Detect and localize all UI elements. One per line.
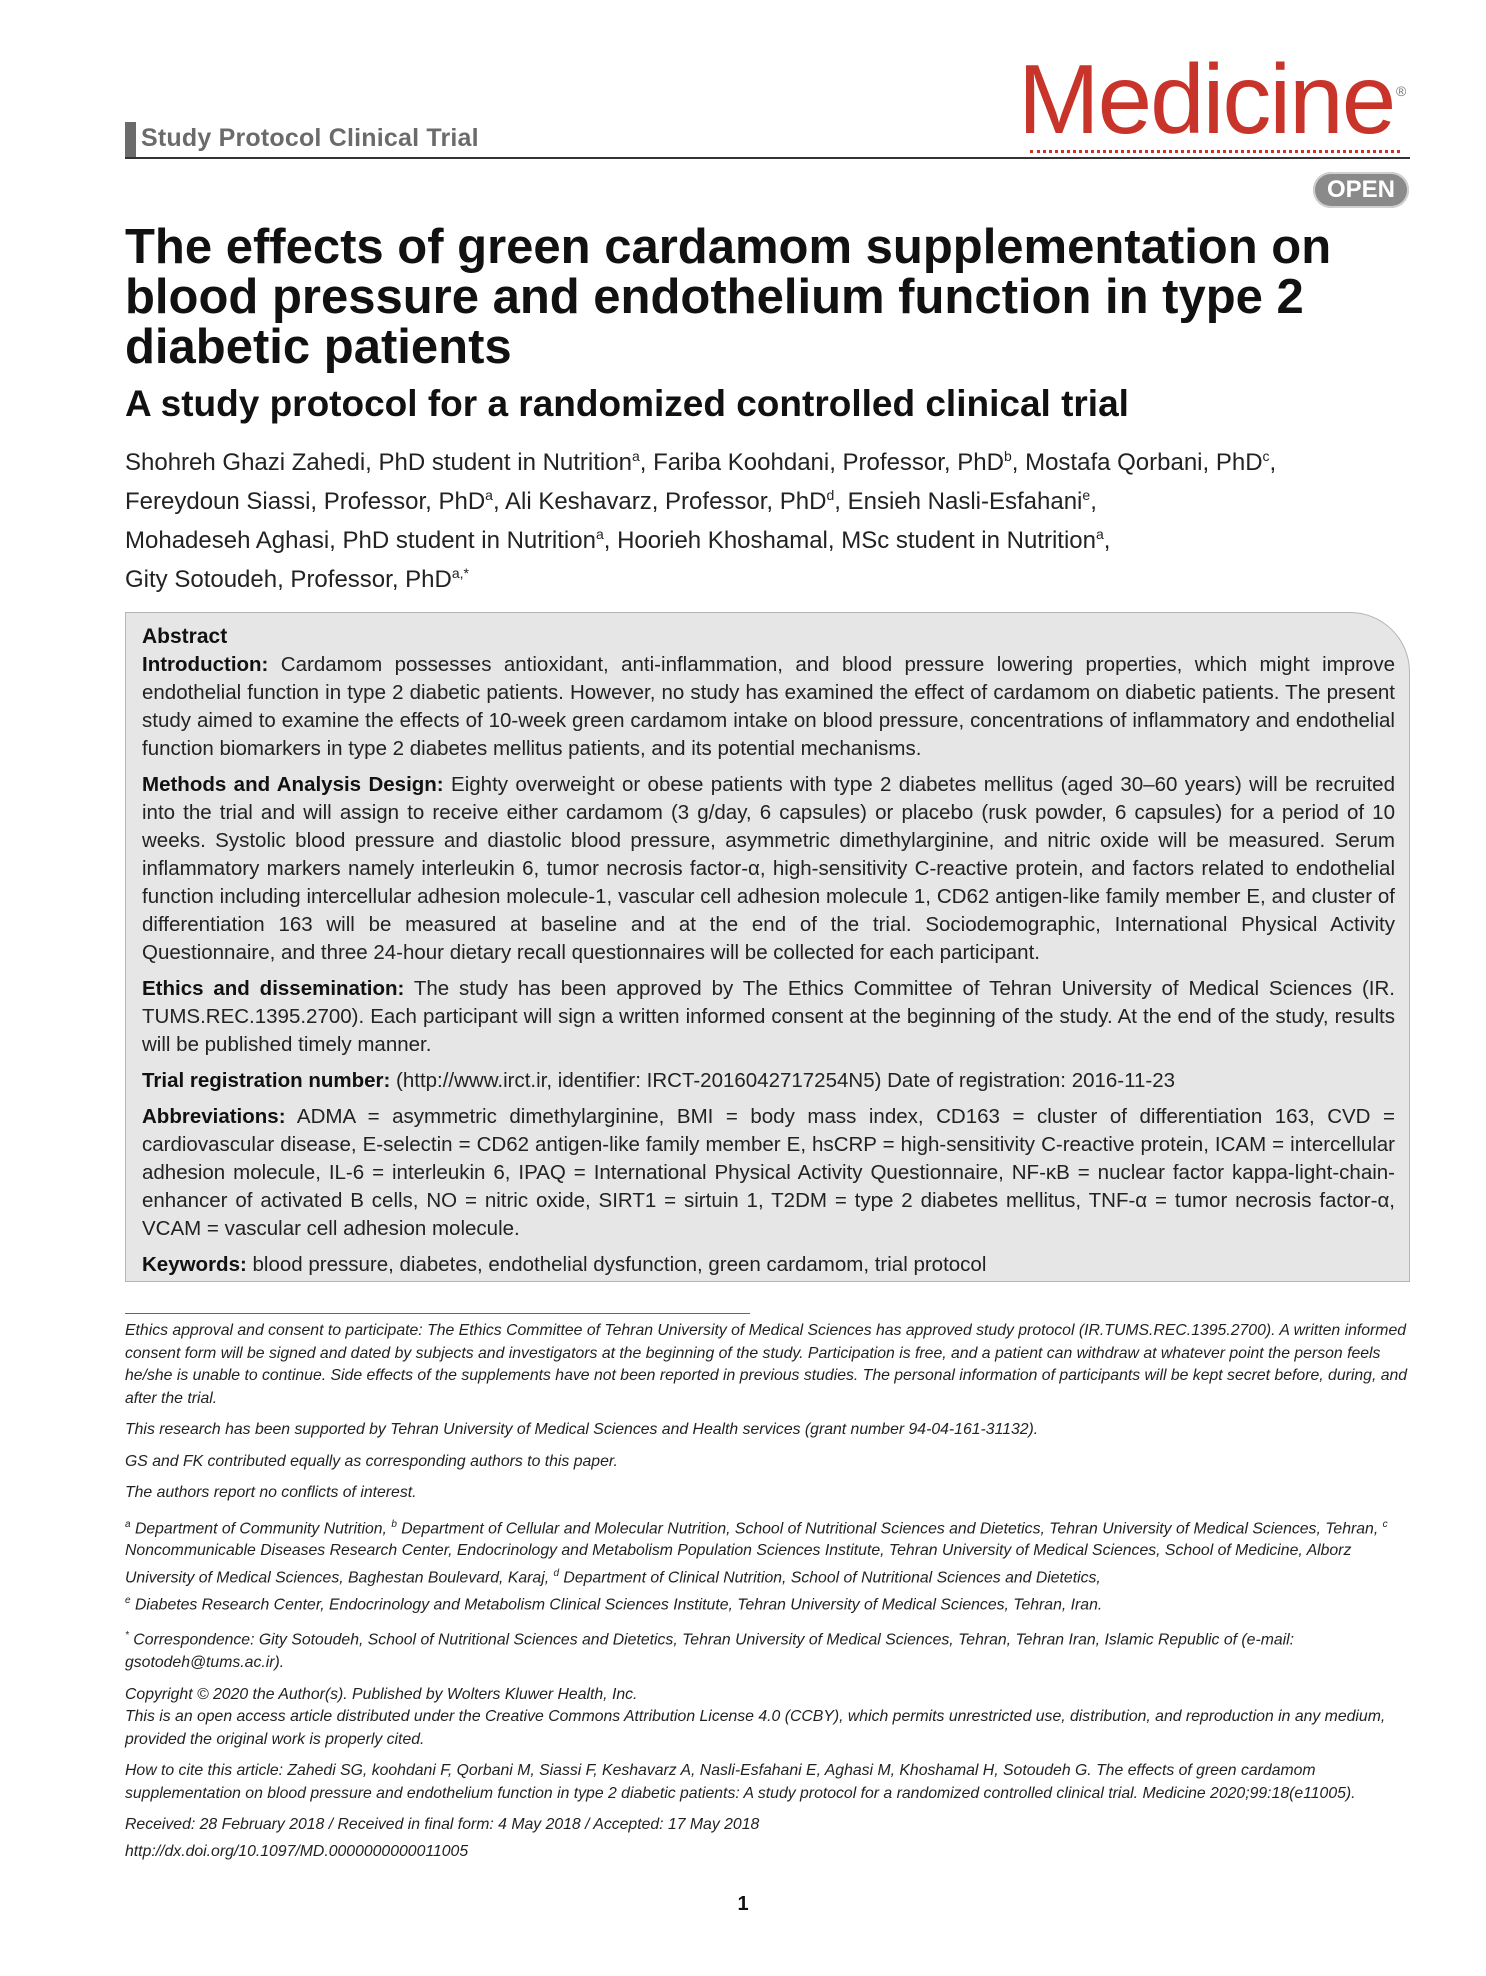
footnote-funding: This research has been supported by Tehran University of Medical Sciences and Health services (grant number 94-04-161-31132).: [125, 1421, 1039, 1438]
author: Fariba Koohdani, Professor, PhD$^b$,: [653, 448, 1026, 476]
section-marker-bar: [125, 122, 136, 158]
abstract-methods: Methods and Analysis Design: Eighty overweight or obese patients with type 2 diabetes mellitus (aged 30–60 years) will be recruited into the trial and will assign to receive either cardamom (3 g/day, 6 capsules) or placebo (rusk powder, 6 capsules) for a period of 10 weeks. Systolic blood pressure and diastolic blood pressure, asymmetric dimethylarginine, and nitric oxide will be measured. Serum inflammatory markers namely interleukin 6, tumor necrosis factor-α, high-sensitivity C-reactive protein, and factors related to endothelial function including intercellular adhesion molecule-1, vascular cell adhesion molecule 1, CD62 antigen-like family member E, and cluster of differentiation 163 will be measured at baseline and at the end of the trial. Sociodemographic, International Physical Activity Questionnaire, and three 24-hour dietary recall questionnaires will be collected for each participant.: [142, 773, 1395, 964]
abstract-trial-registration: Trial registration number: (http://www.irct.ir, identifier: IRCT-2016042717254N5) Date of registration: 2016-11-23: [142, 1069, 1176, 1092]
author: Mohadeseh Aghasi, PhD student in Nutrition$^a$,: [125, 526, 618, 554]
abstract-ethics: Ethics and dissemination: The study has been approved by The Ethics Committee of Tehran University of Medical Sciences (IR. TUMS.REC.1395.2700). Each participant will sign a written informed consent at the beginning of the study. At the end of the study, results will be published timely manner.: [142, 977, 1395, 1056]
author: Shohreh Ghazi Zahedi, PhD student in Nutrition$^a$,: [125, 448, 654, 476]
article-subtitle: A study protocol for a randomized controlled clinical trial: [125, 383, 1129, 424]
author-list: [125, 440, 1415, 596]
open-access-badge: OPEN: [1313, 172, 1409, 208]
author: Hoorieh Khoshamal, MSc student in Nutrition$^a$,: [617, 526, 1111, 554]
article-title: The effects of green cardamom supplementation on blood pressure and endothelium function in type 2 diabetic patients: [125, 220, 1332, 374]
abstract-heading: Abstract: [142, 625, 228, 648]
logo-dotted-underline: [1030, 150, 1400, 153]
abstract-abbreviations: Abbreviations: ADMA = asymmetric dimethylarginine, BMI = body mass index, CD163 = cluster of differentiation 163, CVD = cardiovascular disease, E-selectin = CD62 antigen-like family member E, hsCRP = high-sensitivity C-reactive protein, ICAM = intercellular adhesion molecule, IL-6 = interleukin 6, IPAQ = International Physical Activity Questionnaire, NF-κB = nuclear factor kappa-light-chain-enhancer of activated B cells, NO = nitric oxide, SIRT1 = sirtuin 1, T2DM = type 2 diabetes mellitus, TNF-α = tumor necrosis factor-α, VCAM = vascular cell adhesion molecule.: [142, 1105, 1395, 1240]
abstract-box: [125, 612, 1410, 1282]
author: Mostafa Qorbani, PhD$^c$,: [1025, 448, 1277, 476]
footnote-dates: Received: 28 February 2018 / Received in final form: 4 May 2018 / Accepted: 17 May 2018: [125, 1816, 760, 1834]
header-divider: [125, 157, 1410, 159]
author: Fereydoun Siassi, Professor, PhD$^a$,: [125, 487, 505, 515]
footnote-conflicts: The authors report no conflicts of interest.: [125, 1484, 417, 1501]
abstract-introduction: Introduction: Cardamom possesses antioxidant, anti-inflammation, and blood pressure lowering properties, which might improve endothelial function in type 2 diabetic patients. However, no study has examined the effect of cardamom on diabetic patients. The present study aimed to examine the effects of 10-week green cardamom intake on blood pressure, concentrations of inflammatory and endothelial function biomarkers in type 2 diabetes mellitus patients, and its potential mechanisms.: [142, 653, 1395, 760]
footnote-citation: How to cite this article: Zahedi SG, koohdani F, Qorbani M, Siassi F, Keshavarz A, Nasli-Esfahani E, Aghasi M, Khoshamal H, Sotoudeh G. The effects of green cardamom supplementation on blood pressure and endothelium function in type 2 diabetic patients: A study protocol for a randomized controlled clinical trial. Medicine 2020;99:18(e11005).: [125, 1762, 1356, 1802]
footnote-affiliations: $^a$ Department of Community Nutrition, $^b$ Department of Cellular and Molecular Nutrition, School of Nutritional Sciences and Dietetics, Tehran University of Medical Sciences, Tehran, $^c$ Noncommunicable Diseases Research Center, Endocrinology and Metabolism Population Sciences Institute, Tehran University of Medical Sciences, School of Medicine, Alborz University of Medical Sciences, Baghestan Boulevard, Karaj, $^d$ Department of Clinical Nutrition, School of Nutritional Sciences and Dietetics, $^e$ Diabetes Research Center, Endocrinology and Metabolism Clinical Sciences Institute, Tehran University of Medical Sciences, Tehran, Iran.: [125, 1518, 1388, 1613]
footnote-contribution: GS and FK contributed equally as corresponding authors to this paper.: [125, 1452, 618, 1470]
doi-link[interactable]: http://dx.doi.org/10.1097/MD.0000000000011005: [125, 1842, 469, 1860]
author: Gity Sotoudeh, Professor, PhD$^{a,*}$: [125, 565, 469, 593]
section-label: Study Protocol Clinical Trial: [141, 124, 479, 152]
author: Ali Keshavarz, Professor, PhD$^d$,: [504, 487, 848, 515]
footnote-correspondence: * Correspondence: Gity Sotoudeh, School of Nutritional Sciences and Dietetics, Tehran University of Medical Sciences, Tehran, Tehran Iran, Islamic Republic of (e-mail: gsotodeh@tums.ac.ir).: [125, 1630, 1295, 1672]
journal-logo: Medicine: [1018, 44, 1395, 154]
page-number: 1: [737, 1893, 749, 1915]
author: Ensieh Nasli-Esfahani$^e$,: [847, 487, 1097, 515]
footnote-copyright: Copyright © 2020 the Author(s). Published by Wolters Kluwer Health, Inc. This is an open access article distributed under the Creative Commons Attribution License 4.0 (CCBY), which permits unrestricted use, distribution, and reproduction in any medium, provided the original work is properly cited.: [125, 1685, 1386, 1748]
footnote-ethics: Ethics approval and consent to participate: The Ethics Committee of Tehran University of Medical Sciences has approved study protocol (IR.TUMS.REC.1395.2700). A written informed consent form will be signed and dated by subjects and investigators at the beginning of the study. Participation is free, and a patient can withdraw at whatever point the person feels he/she is unable to continue. Side effects of the supplements have not been reported in previous studies. The personal information of participants will be kept secret before, during, and after the trial.: [125, 1322, 1408, 1407]
abstract-keywords: Keywords: blood pressure, diabetes, endothelial dysfunction, green cardamom, trial protocol: [142, 1253, 987, 1276]
footnotes: [125, 1320, 1410, 1863]
registered-mark: ®: [1396, 83, 1407, 99]
footnote-divider: [125, 1313, 750, 1314]
